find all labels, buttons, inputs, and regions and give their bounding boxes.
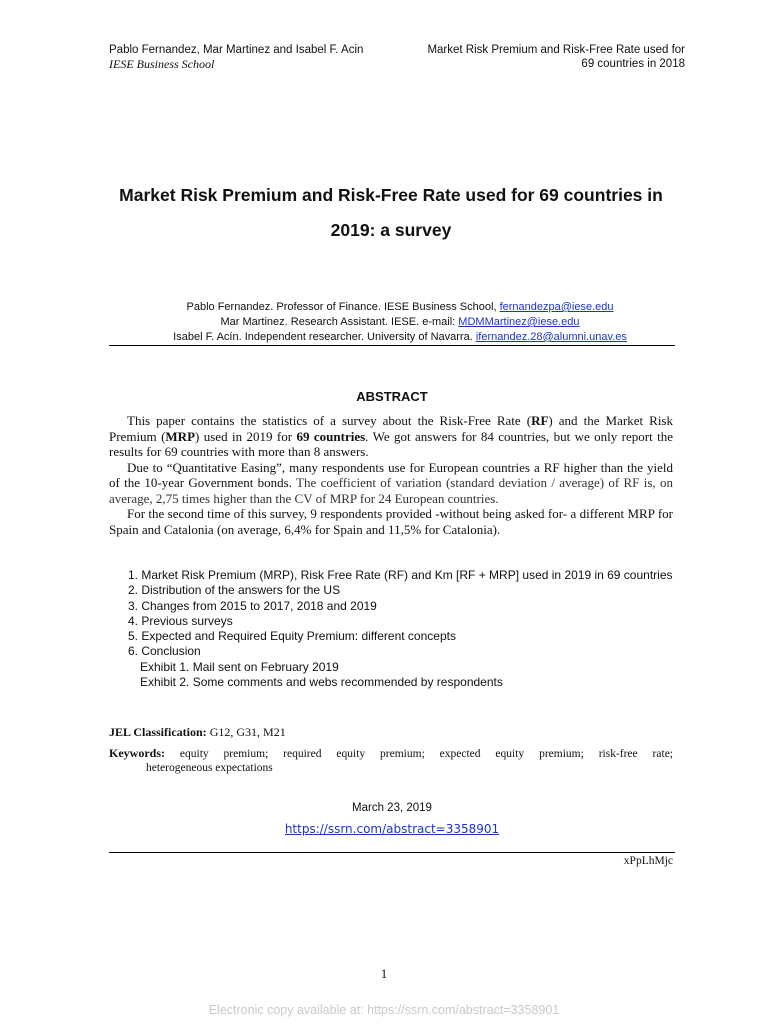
divider	[109, 852, 675, 853]
jel-classification	[109, 725, 286, 740]
table-of-contents	[128, 568, 673, 690]
paper-title-line2: 2019: a survey	[330, 220, 452, 240]
toc-item: 5. Expected and Required Equity Premium: different concepts	[128, 629, 456, 644]
paper-title-line1: Market Risk Premium and Risk-Free Rate used for 69 countries in	[119, 185, 663, 205]
author-email-link[interactable]: ifernandez.28@alumni.unav.es	[475, 331, 627, 343]
paper-title	[100, 178, 682, 248]
header-authors: Pablo Fernandez, Mar Martinez and Isabel F. Acin	[109, 44, 364, 56]
ssrn-link-wrapper	[109, 822, 675, 836]
document-code: xPpLhMjc	[623, 855, 673, 867]
abstract-emphasis: MRP	[165, 428, 196, 444]
header-running-title-line1: Market Risk Premium and Risk-Free Rate used for	[427, 44, 685, 56]
divider	[109, 345, 675, 346]
author-line	[109, 315, 691, 330]
keywords-line2: heterogeneous expectations	[146, 762, 273, 774]
toc-exhibit: Exhibit 1. Mail sent on February 2019	[140, 659, 339, 674]
abstract-paragraph	[109, 413, 673, 460]
abstract-paragraph	[109, 460, 673, 507]
abstract-emphasis: 69 countries	[296, 428, 366, 444]
author-email-link[interactable]: fernandezpa@iese.edu	[499, 301, 614, 313]
header-school: IESE Business School	[109, 57, 215, 71]
toc-item: 6. Conclusion	[128, 644, 201, 659]
author-line	[109, 330, 691, 345]
abstract-text: ) and the Market Risk Premium (	[109, 413, 673, 444]
author-affiliation: Mar Martinez. Research Assistant. IESE. e-mail:	[220, 316, 459, 328]
abstract-heading: ABSTRACT	[356, 389, 428, 404]
abstract-text: This paper contains the statistics of a survey about the Risk-Free Rate (	[127, 413, 532, 428]
toc-item: 1. Market Risk Premium (MRP), Risk Free Rate (RF) and Km [RF + MRP] used in 2019 in 69 countries	[128, 568, 673, 582]
running-header-right	[427, 43, 685, 71]
toc-item: 3. Changes from 2015 to 2017, 2018 and 2019	[128, 598, 377, 613]
paper-date: March 23, 2019	[352, 802, 432, 814]
abstract-paragraph	[109, 506, 673, 537]
toc-item: 2. Distribution of the answers for the US	[128, 583, 341, 598]
abstract-text: . We got answers for 84 countries, but we only report the results for 69 countries with more than 8 answers.	[109, 428, 673, 459]
page-number: 1	[380, 966, 388, 981]
abstract-text: For the second time of this survey, 9 respondents provided -without being asked for- a different MRP for Spain and Catalonia (on average, 6,4% for Spain and 11,5% for Catalonia).	[109, 506, 673, 537]
keywords-line1	[109, 746, 673, 761]
jel-value: G12, G31, M21	[206, 725, 286, 739]
jel-label: JEL Classification:	[109, 725, 207, 739]
author-email-link[interactable]: MDMMartinez@iese.edu	[458, 316, 580, 328]
abstract-text: The coefficient of variation (standard deviation / average) of RF is, on average, 2,75 times higher than the CV of MRP for 24 European countries.	[109, 475, 673, 506]
keywords-text: equity premium; required equity premium; expected equity premium; risk-free rate;	[165, 748, 673, 760]
toc-item: 4. Previous surveys	[128, 613, 233, 628]
toc-exhibit: Exhibit 2. Some comments and webs recommended by respondents	[140, 675, 503, 690]
author-line	[109, 300, 691, 315]
abstract-text: Due to “Quantitative Easing”, many respondents use for European countries a RF higher than the yield of the 10-year Government bonds.	[109, 459, 673, 490]
author-block	[109, 300, 691, 345]
ssrn-link[interactable]: https://ssrn.com/abstract=3358901	[284, 822, 500, 836]
header-running-title-line2: 69 countries in 2018	[581, 58, 685, 70]
keywords	[109, 746, 673, 775]
electronic-copy-footer: Electronic copy available at: https://ssrn.com/abstract=3358901	[208, 1003, 560, 1017]
author-affiliation: Pablo Fernandez. Professor of Finance. IESE Business School,	[186, 301, 500, 313]
abstract-text: ) used in 2019 for	[195, 428, 297, 444]
abstract-emphasis: RF	[531, 413, 549, 428]
keywords-label: Keywords:	[109, 746, 165, 760]
abstract-body	[109, 413, 673, 537]
running-header-left	[109, 43, 363, 71]
author-affiliation: Isabel F. Acín. Independent researcher. University of Navarra.	[173, 331, 476, 343]
